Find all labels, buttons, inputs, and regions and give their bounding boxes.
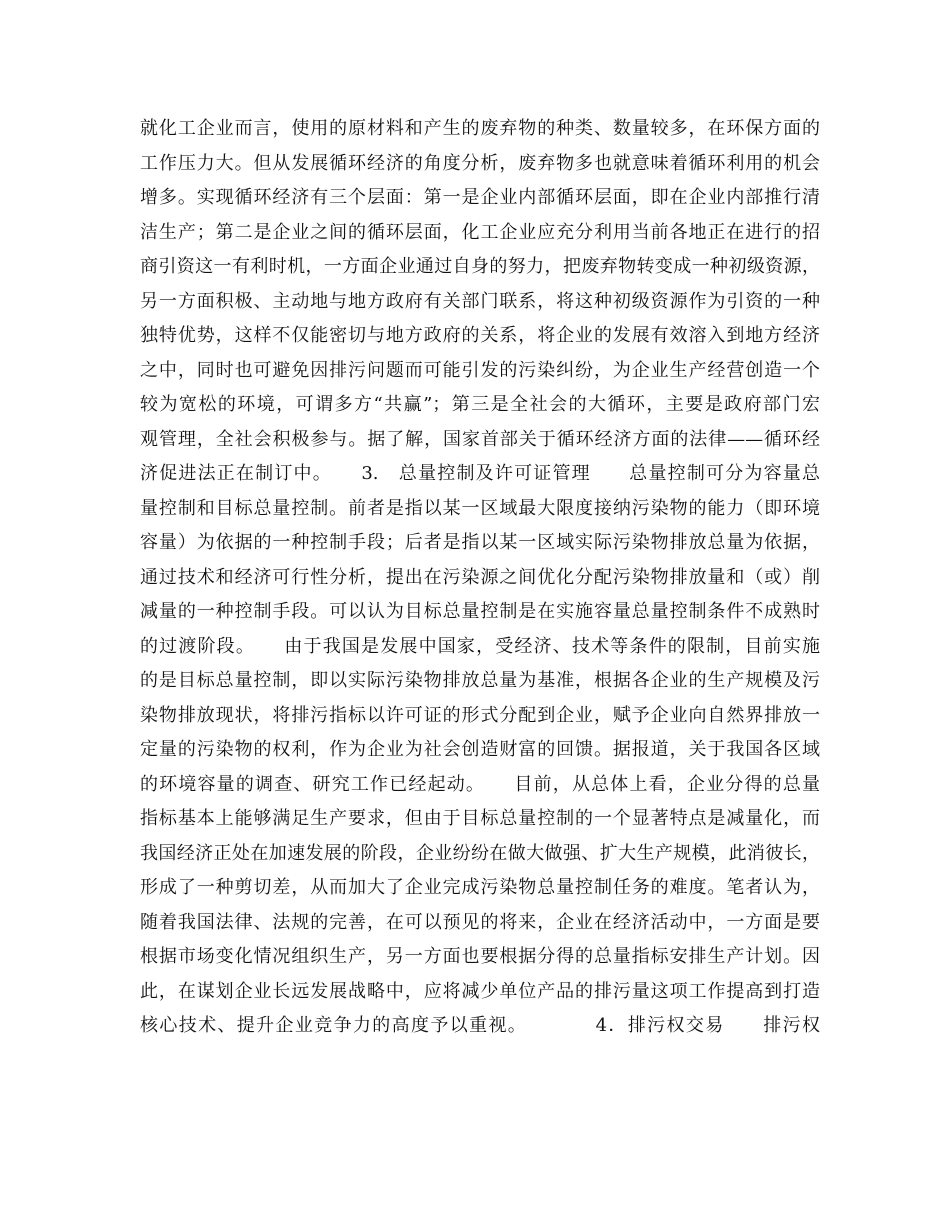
text-line: 根据市场变化情况组织生产，另一方面也要根据分得的总量指标安排生产计划。因 xyxy=(140,946,820,967)
text-line: 通过技术和经济可行性分析，提出在污染源之间优化分配污染物排放量和（或）削 xyxy=(140,566,820,588)
text-line: 济促进法正在制订中。 3. 总量控制及许可证管理 总量控制可分为容量总 xyxy=(140,463,820,484)
text-line: 较为宽松的环境，可谓多方“共赢”；第三是全社会的大循环，主要是政府部门宏 xyxy=(140,394,820,415)
text-line: 洁生产；第二是企业之间的循环层面，化工企业应充分利用当前各地正在进行的招 xyxy=(140,221,820,243)
text-line: 指标基本上能够满足生产要求，但由于目标总量控制的一个显著特点是减量化，而 xyxy=(140,808,820,829)
text-line: 另一方面积极、主动地与地方政府有关部门联系，将这种初级资源作为引资的一种 xyxy=(140,290,820,312)
text-line: 容量）为依据的一种控制手段；后者是指以某一区域实际污染物排放总量为依据， xyxy=(140,532,820,553)
text-line: 的是目标总量控制，即以实际污染物排放总量为基准，根据各企业的生产规模及污 xyxy=(140,670,820,691)
text-line: 形成了一种剪切差，从而加大了企业完成污染物总量控制任务的难度。笔者认为， xyxy=(140,877,820,898)
text-line: 染物排放现状，将排污指标以许可证的形式分配到企业，赋予企业向自然界排放一 xyxy=(140,704,820,726)
body-text xyxy=(140,112,820,1044)
text-line: 定量的污染物的权利，作为企业为社会创造财富的回馈。据报道，关于我国各区域 xyxy=(140,739,820,760)
text-line: 工作压力大。但从发展循环经济的角度分析，废弃物多也就意味着循环利用的机会 xyxy=(140,152,820,174)
text-line: 之中，同时也可避免因排污问题而可能引发的污染纠纷，为企业生产经营创造一个 xyxy=(140,359,820,381)
text-line: 随着我国法律、法规的完善，在可以预见的将来，企业在经济活动中，一方面是要 xyxy=(140,911,820,933)
text-line: 核心技术、提升企业竞争力的高度予以重视。 4．排污权交易 排污权 xyxy=(140,1015,820,1036)
text-line: 此，在谋划企业长远发展战略中，应将减少单位产品的排污量这项工作提高到打造 xyxy=(140,980,820,1002)
text-line: 观管理，全社会积极参与。据了解，国家首部关于循环经济方面的法律——循环经 xyxy=(140,428,820,450)
text-line: 独特优势，这样不仅能密切与地方政府的关系，将企业的发展有效溶入到地方经济 xyxy=(140,325,820,346)
text-line: 商引资这一有利时机，一方面企业通过自身的努力，把废弃物转变成一种初级资源， xyxy=(140,256,820,277)
text-line: 的过渡阶段。 由于我国是发展中国家，受经济、技术等条件的限制，目前实施 xyxy=(140,635,820,657)
text-line: 我国经济正处在加速发展的阶段，企业纷纷在做大做强、扩大生产规模，此消彼长， xyxy=(140,842,820,864)
text-line: 增多。实现循环经济有三个层面：第一是企业内部循环层面，即在企业内部推行清 xyxy=(140,187,820,208)
text-line: 减量的一种控制手段。可以认为目标总量控制是在实施容量总量控制条件不成熟时 xyxy=(140,601,820,622)
text-line: 就化工企业而言，使用的原材料和产生的废弃物的种类、数量较多，在环保方面的 xyxy=(140,118,820,139)
text-line: 的环境容量的调查、研究工作已经起动。 目前，从总体上看，企业分得的总量 xyxy=(140,773,820,795)
text-line: 量控制和目标总量控制。前者是指以某一区域最大限度接纳污染物的能力（即环境 xyxy=(140,497,820,519)
